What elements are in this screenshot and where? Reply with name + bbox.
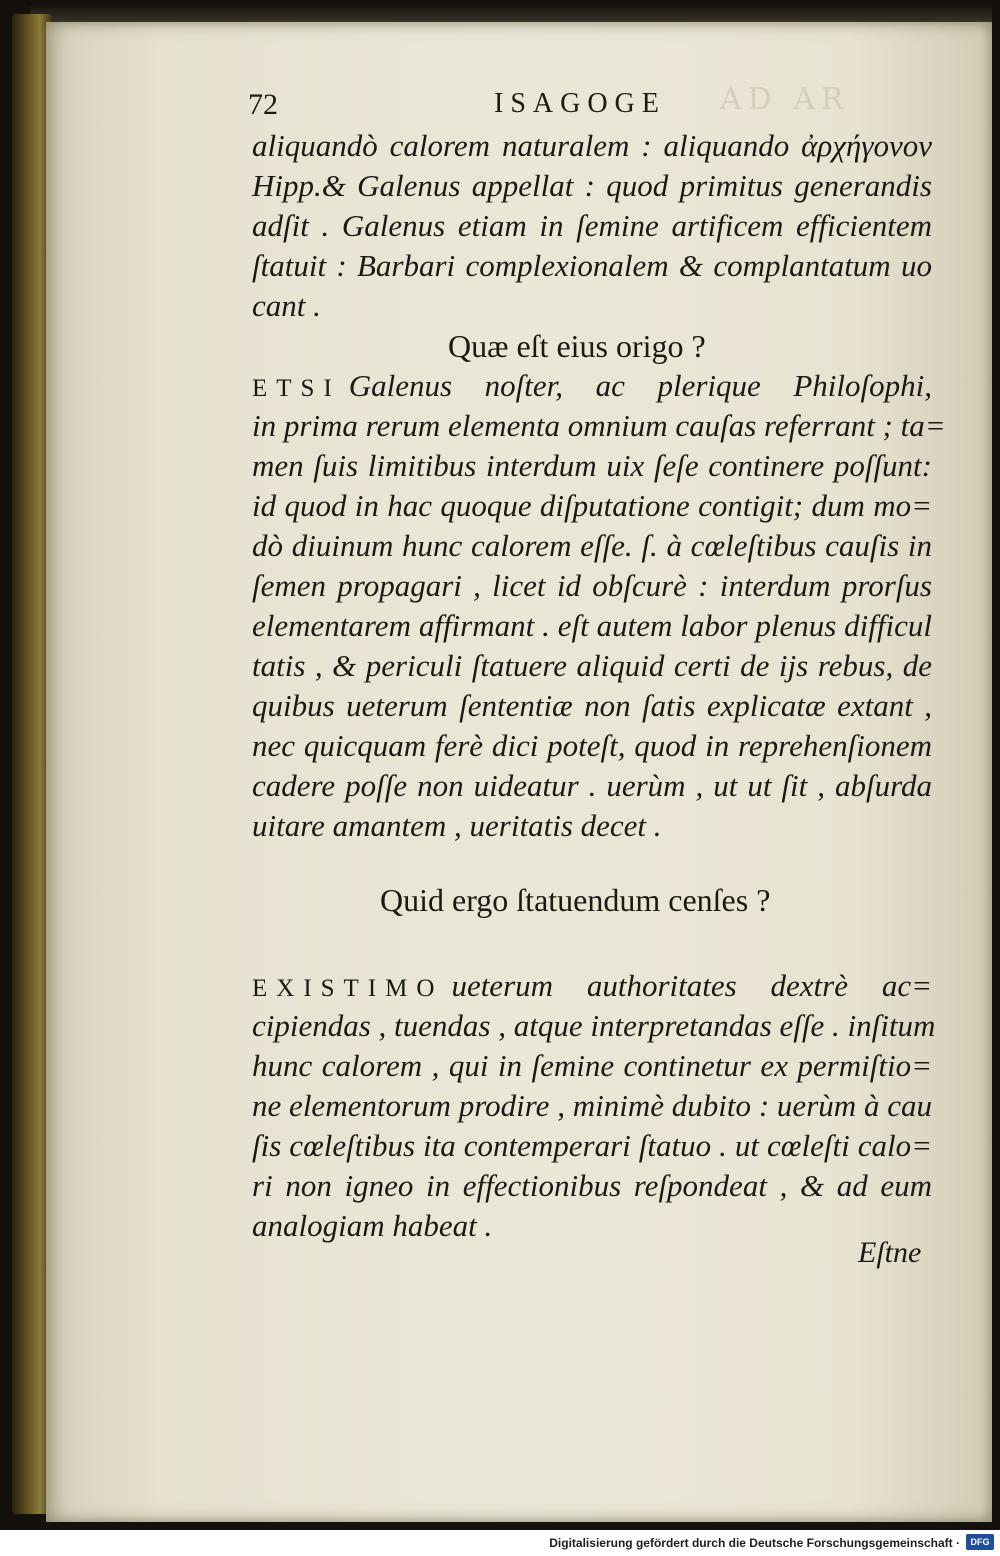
text-line: Hipp.& Galenus appellat : quod primitus generandis: [252, 168, 932, 203]
running-title: ISAGOGE: [494, 88, 666, 119]
catchword: Eſtne: [858, 1236, 922, 1269]
initial-caps: EXISTIMO: [252, 975, 444, 1002]
text-line: tatis , & periculi ſtatuere aliquid certi de ijs rebus, de: [252, 648, 932, 683]
text-line: ſtatuit : Barbari complexionalem & complantatum uo: [252, 248, 932, 283]
text-line: dò diuinum hunc calorem eſſe. ſ. à cœleſtibus cauſis in: [252, 528, 932, 563]
text-line: adſit . Galenus etiam in ſemine artificem efficientem: [252, 208, 932, 243]
section-heading: Quid ergo ſtatuendum cenſes ?: [380, 882, 771, 918]
text-line: ſis cœleſtibus ita contemperari ſtatuo . ut cœleſti calo=: [252, 1128, 932, 1163]
text-line: uitare amantem , ueritatis decet .: [252, 808, 662, 843]
text-span: Galenus noſter, ac plerique Philoſophi,: [348, 368, 932, 403]
text-line: ne elementorum prodire , minimè dubito : uerùm à cau: [252, 1088, 932, 1123]
text-line: cant .: [252, 288, 321, 323]
paragraph-first-line: [252, 966, 932, 1009]
text-line: cadere poſſe non uideatur . uerùm , ut ut ſit , abſurda: [252, 768, 932, 803]
section-heading: Quæ eſt eius origo ?: [448, 328, 706, 364]
paragraph-first-line: [252, 366, 932, 409]
footer-credit: Digitalisierung gefördert durch die Deutsche Forschungsgemeinschaft ·: [549, 1536, 960, 1550]
text-line: cipiendas , tuendas , atque interpretandas eſſe . inſitum: [252, 1008, 936, 1043]
text-line: nec quicquam ferè dici poteſt, quod in reprehenſionem: [252, 728, 932, 763]
text-line: ſemen propagari , licet id obſcurè : interdum prorſus: [252, 568, 932, 603]
text-line: analogiam habeat .: [252, 1208, 493, 1243]
page-number: 72: [248, 88, 278, 121]
text-line: men ſuis limitibus interdum uix ſeſe continere poſſunt:: [252, 448, 932, 483]
text-line: aliquandò calorem naturalem : aliquando ἀρχήγονον: [252, 128, 932, 163]
text-line: quibus ueterum ſententiæ non ſatis explicatæ extant ,: [252, 688, 932, 723]
initial-caps: ETSI: [252, 375, 341, 402]
dfg-logo-icon: DFG: [966, 1534, 994, 1550]
text-line: in prima rerum elementa omnium cauſas referrant ; ta=: [252, 408, 946, 443]
text-line: hunc calorem , qui in ſemine continetur ex permiſtio=: [252, 1048, 932, 1083]
text-span: ueterum authoritates dextrè ac=: [451, 968, 932, 1003]
footer-bar: [0, 1530, 1000, 1556]
text-line: ri non igneo in effectionibus reſpondeat , & ad eum: [252, 1168, 932, 1203]
bleed-through-text: AD AR: [720, 82, 850, 117]
text-line: id quod in hac quoque diſputatione contigit; dum mo=: [252, 488, 932, 523]
text-line: elementarem affirmant . eſt autem labor plenus difficul: [252, 608, 932, 643]
running-head: [248, 88, 948, 128]
